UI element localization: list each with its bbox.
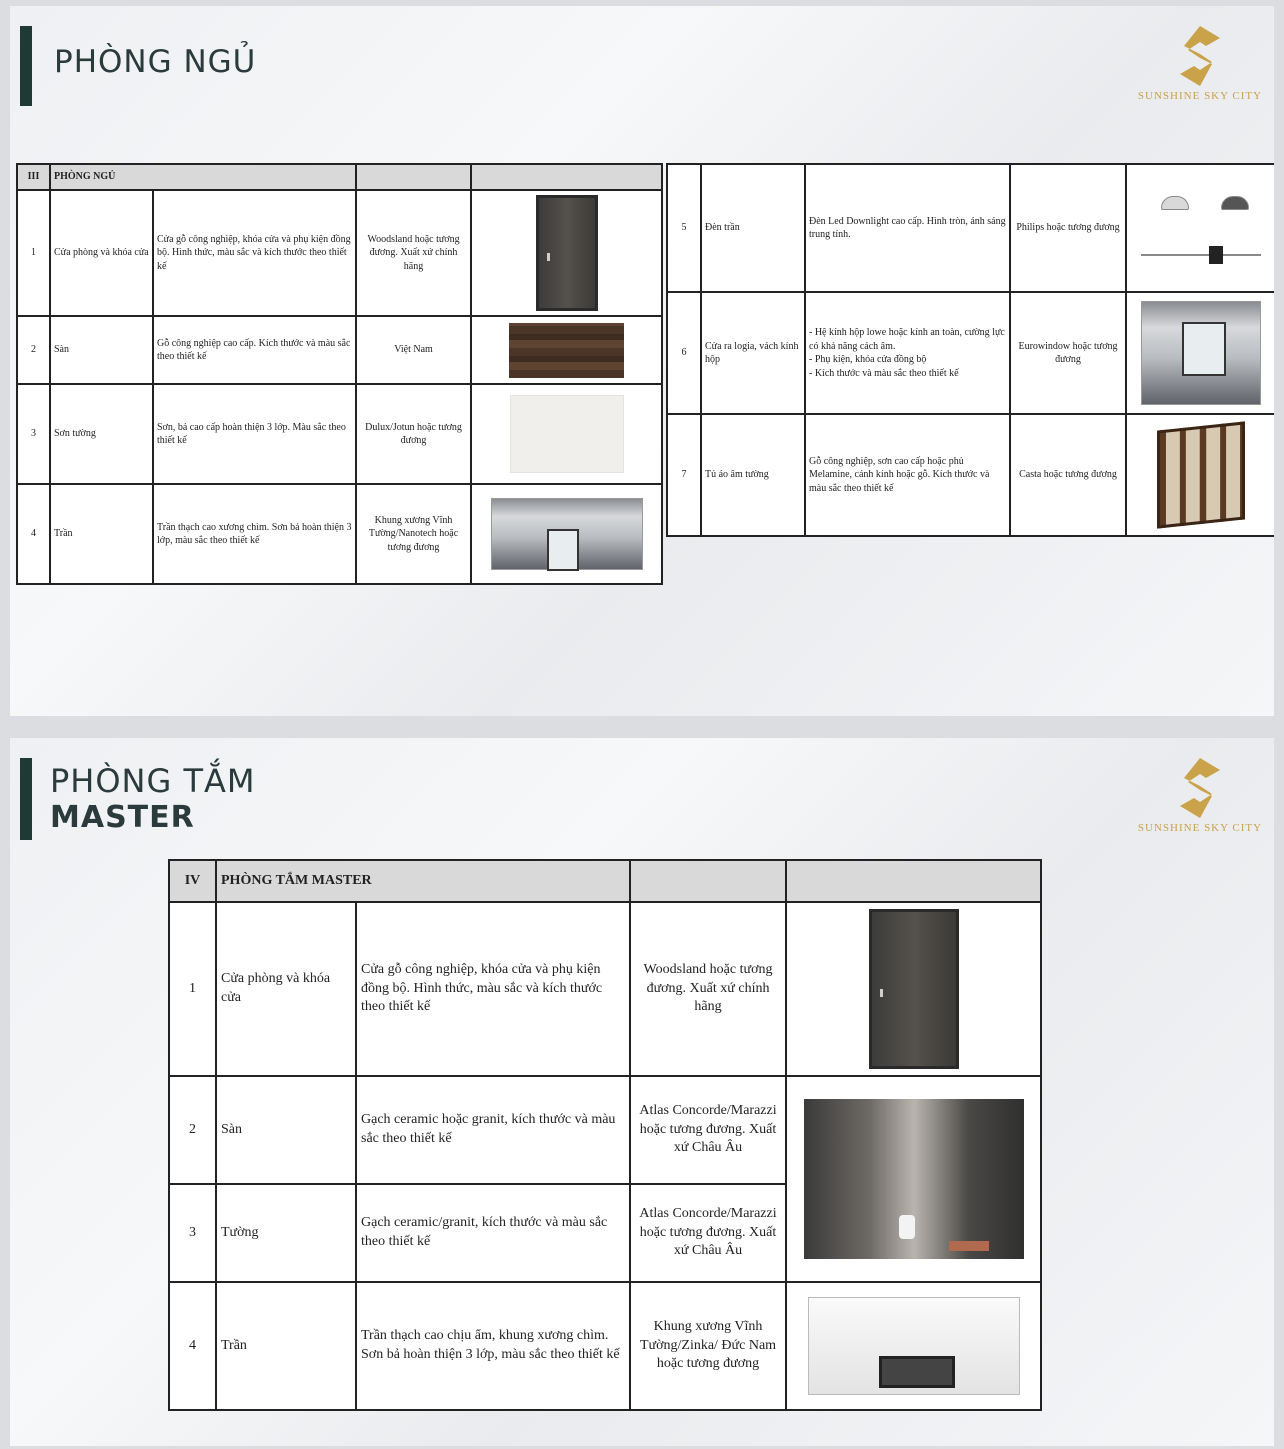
sunshine-logo-icon <box>1176 24 1224 88</box>
table-row: 3 Sơn tường Sơn, bả cao cấp hoàn thiện 3 lớp. Màu sắc theo thiết kế Dulux/Jotun hoặc tương đương <box>17 384 662 484</box>
door-image <box>536 195 598 311</box>
section-number: IV <box>169 860 216 902</box>
section-title: PHÒNG NGỦ <box>50 164 356 190</box>
bedroom-image <box>1141 301 1261 405</box>
title-accent-bar <box>20 26 32 106</box>
section-number: III <box>17 164 50 190</box>
table-row: 7 Tủ áo âm tường Gỗ công nghiệp, sơn cao cấp hoặc phủ Melamine, cánh kính hoặc gỗ. Kích thước và màu sắc theo thiết kế Casta hoặc tương đương <box>667 414 1274 536</box>
table-row: 2 Sàn Gỗ công nghiệp cao cấp. Kích thước và màu sắc theo thiết kế Việt Nam <box>17 316 662 384</box>
bedroom-table-left <box>16 163 663 585</box>
bath-ceiling-image <box>808 1297 1020 1395</box>
page-title-line2: MASTER <box>50 800 195 835</box>
ceiling-room-image <box>491 498 643 570</box>
table-row: 3 Tường Gạch ceramic/granit, kích thước và màu sắc theo thiết kế Atlas Concorde/Marazzi hoặc tương đương. Xuất xứ Châu Âu <box>169 1184 1041 1282</box>
bedroom-table-right <box>666 163 1274 537</box>
logo <box>1125 24 1274 102</box>
sunshine-logo-icon <box>1176 756 1224 820</box>
logo-text: SUNSHINE SKY CITY <box>1137 90 1263 102</box>
table-row: 2 Sàn Gạch ceramic hoặc granit, kích thước và màu sắc theo thiết kế Atlas Concorde/Marazzi hoặc tương đương. Xuất xứ Châu Âu <box>169 1076 1041 1184</box>
page-title: PHÒNG NGỦ <box>54 44 257 80</box>
table-row: 1 Cửa phòng và khóa cửa Cửa gỗ công nghiệp, khóa cửa và phụ kiện đồng bộ. Hình thức, màu sắc và kích thước theo thiết kế Woodsland hoặc tương đương. Xuất xứ chính hãng <box>17 190 662 316</box>
page-title-line1: PHÒNG TẮM <box>50 762 256 800</box>
wall-paint-image <box>510 395 624 473</box>
table-header-row <box>169 860 1041 902</box>
wardrobe-image <box>1157 421 1245 528</box>
table-header-row <box>17 164 662 190</box>
section-title: PHÒNG TẮM MASTER <box>216 860 630 902</box>
bathroom-image <box>804 1099 1024 1259</box>
title-accent-bar <box>20 758 32 840</box>
downlight-image <box>1141 176 1261 281</box>
logo-text: SUNSHINE SKY CITY <box>1137 822 1263 834</box>
table-row: 5 Đèn trần Đèn Led Downlight cao cấp. Hình tròn, ánh sáng trung tính. Philips hoặc tương đương <box>667 164 1274 292</box>
master-bath-table <box>168 859 1042 1411</box>
slide-bedroom <box>10 6 1274 716</box>
wood-floor-image <box>509 323 624 378</box>
door-image <box>869 909 959 1069</box>
table-row: 4 Trần Trần thạch cao chịu ẩm, khung xương chìm. Sơn bả hoàn thiện 3 lớp, màu sắc theo thiết kế Khung xương Vĩnh Tường/Zinka/ Đức Nam hoặc tương đương <box>169 1282 1041 1410</box>
table-row: 4 Trần Trần thạch cao xương chìm. Sơn bả hoàn thiện 3 lớp, màu sắc theo thiết kế Khung xương Vĩnh Tường/Nanotech hoặc tương đương <box>17 484 662 584</box>
table-row: 1 Cửa phòng và khóa cửa Cửa gỗ công nghiệp, khóa cửa và phụ kiện đồng bộ. Hình thức, màu sắc và kích thước theo thiết kế Woodsland hoặc tương đương. Xuất xứ chính hãng <box>169 902 1041 1076</box>
table-row: 6 Cửa ra logia, vách kính hộp - Hệ kính hộp lowe hoặc kính an toàn, cường lực có khả năng cách âm. - Phụ kiện, khóa cửa đồng bộ - Kích thước và màu sắc theo thiết kế Eurowindow hoặc tương đương <box>667 292 1274 414</box>
logo <box>1125 756 1274 834</box>
slide-master-bath <box>10 738 1274 1446</box>
